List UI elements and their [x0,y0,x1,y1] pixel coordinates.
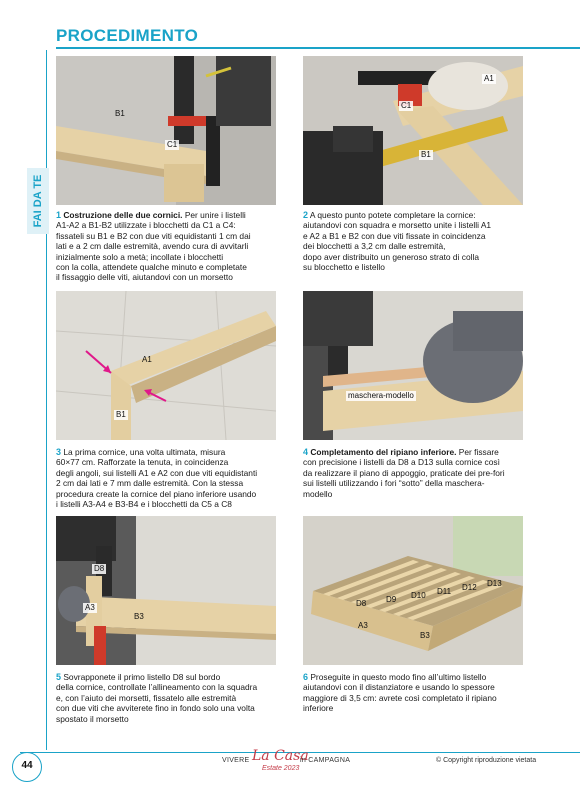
step-1-line: Per unire i listelli [184,210,246,220]
step-5-label-d8: D8 [94,564,105,573]
step-5-label-a3: A3 [85,603,95,612]
step-3-line: 60×77 cm. Rafforzate la tenuta, in coincidenza [56,457,229,468]
step-4-line: Per fissare [458,447,499,457]
step-2-line: aiutandovi con squadra e morsetto unite i listelli A1 [303,220,492,231]
step-1-line: lati e a 2 cm dalle estremità, avendo cura di avvitarli [56,241,249,252]
step-4-line: modello [303,488,333,499]
step-1-label-b1: B1 [115,109,125,118]
step-2-label-b1: B1 [421,150,431,159]
step-6-caption [303,672,525,714]
step-2-label-a1: A1 [484,74,494,83]
copyright-notice: © Copyright riproduzione vietata [436,757,537,764]
step-5-caption [56,672,278,724]
step-4-caption [303,447,525,499]
magazine-logo: La Casa [252,748,309,764]
step-4-line: sui listelli utilizzando i fori “sotto” della maschera- [303,478,485,489]
step-6-line: inferiore [303,703,334,714]
step-2-line: su blocchetto e listello [303,262,385,273]
side-divider [46,50,47,750]
step-2-line: dopo aver distribuito un generoso strato di colla [303,251,479,262]
step-6-line: maggiore di 3,5 cm: avrete così completato il ripiano [303,692,497,703]
step-6-line: aiutandovi con il distanziatore e usando lo spessore [303,682,495,693]
step-3-line: i listelli A3-A4 e B3-B4 e i blocchetti da C5 a C8 [56,499,232,510]
step-4-label-template: maschera-modello [348,391,414,400]
step-6-label-d10: D10 [411,591,426,600]
step-6-label-d13: D13 [487,579,502,588]
step-6-label-b3: B3 [420,631,430,640]
magazine-issue: Estate 2023 [262,765,300,772]
step-3-photo [56,291,276,440]
step-5-photo [56,516,276,665]
step-4-number: 4 [303,447,309,457]
step-1-heading: Costruzione delle due cornici. [63,210,183,220]
step-6-label-a3: A3 [358,621,368,630]
step-2-line: e A2 a B1 e B2 con due viti fissate in coincidenza [303,230,486,241]
step-5-number: 5 [56,672,62,682]
step-5-label-b3: B3 [134,612,144,621]
step-1-line: A1-A2 a B1-B2 utilizzate i blocchetti da C1 a C4: [56,220,236,231]
step-2-number: 2 [303,210,309,220]
step-5-line: spostato il morsetto [56,713,129,724]
step-2-line: A questo punto potete completare la cornice: [309,210,476,220]
step-2-caption [303,210,525,272]
magazine-prefix: VIVERE [222,757,250,764]
step-5-line: con due viti che avviterete fino in fondo solo una volta [56,703,255,714]
step-1-photo [56,56,276,205]
step-3-line: 2 cm dai lati e 7 mm dalle estremità. Con la stessa [56,478,244,489]
step-3-line: La prima cornice, una volta ultimata, misura [63,447,226,457]
side-tab-label: FAI DA TE [32,174,44,228]
step-5-line: e, con l’aiuto dei morsetti, fissatelo alle estremità [56,692,237,703]
step-1-line: con la colla, attendete qualche minuto e completate [56,262,247,273]
step-6-number: 6 [303,672,309,682]
step-4-illustration [303,291,523,440]
step-4-photo [303,291,523,440]
page-number: 44 [21,760,33,771]
step-5-line: Sovrapponete il primo listello D8 sul bordo [63,672,221,682]
step-4-heading: Completamento del ripiano inferiore. [310,447,457,457]
step-1-number: 1 [56,210,62,220]
step-5-illustration [56,516,276,665]
step-6-label-d12: D12 [462,583,477,592]
step-6-label-d11: D11 [437,587,452,596]
step-1-label-c1: C1 [167,140,178,149]
step-3-line: degli angoli, sui listelli A1 e A2 con due viti equidistanti [56,467,258,478]
step-2-line: dei blocchetti a 3,2 cm dalle estremità, [303,241,446,252]
step-1-illustration [56,56,276,205]
step-1-caption [56,210,278,283]
step-3-number: 3 [56,447,62,457]
step-1-line: il fissaggio delle viti, aiutandovi con un morsetto [56,272,233,283]
step-1-line: inizialmente solo a metà; incollate i blocchetti [56,251,224,262]
step-4-line: con precisione i listelli da D8 a D13 sulla cornice così [303,457,500,468]
step-3-illustration [56,291,276,440]
step-6-label-d9: D9 [386,595,397,604]
step-3-line: procedura create la cornice del piano inferiore usando [56,488,257,499]
step-1-line: fissateli su B1 e B2 con due viti equidistanti 1 cm dai [56,230,251,241]
step-6-label-d8: D8 [356,599,367,608]
page-title: PROCEDIMENTO [56,26,199,45]
header-divider [56,47,580,49]
magazine-suffix: in CAMPAGNA [300,757,351,764]
step-6-line: Proseguite in questo modo fino all’ultimo listello [310,672,487,682]
step-5-line: della cornice, controllate l’allineamento con la squadra [56,682,258,693]
step-4-line: da realizzare il piano di appoggio, praticate dei pre-fori [303,467,505,478]
step-3-caption [56,447,278,509]
step-3-label-b1: B1 [116,410,126,419]
step-2-label-c1: C1 [401,101,412,110]
step-3-label-a1: A1 [142,355,152,364]
